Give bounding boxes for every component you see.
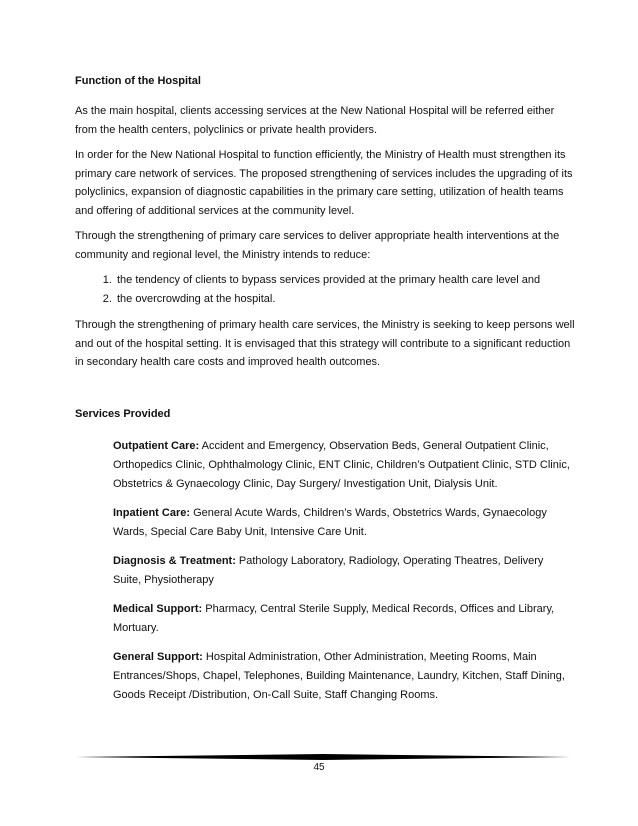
page-number: 45 xyxy=(313,762,325,773)
service-label: Diagnosis & Treatment: xyxy=(113,554,236,567)
service-label: Inpatient Care: xyxy=(113,506,191,519)
service-text: Hospital Administration, Other Administration, Meeting Rooms, Main Entrances/Shops, Chapel, Telephones, Building Maintenance, Laundry, Kitchen, Staff Dining, Goods Receipt /Distribution, On-Call Suite, Staff Changing Rooms. xyxy=(113,650,565,701)
service-text: General Acute Wards, Children’s Wards, Obstetrics Wards, Gynaecology Wards, Special Care Baby Unit, Intensive Care Unit. xyxy=(113,506,547,538)
reduce-list-item: 2. the overcrowding at the hospital. xyxy=(115,290,575,309)
service-general-support xyxy=(113,648,571,705)
function-paragraph-closing: Through the strengthening of primary health care services, the Ministry is seeking to keep persons well and out of the hospital setting. It is envisaged that this strategy will contribute to a significant reduction in secondary health care costs and improved health outcomes. xyxy=(75,319,575,368)
service-label: Outpatient Care: xyxy=(113,439,200,452)
footer-rule xyxy=(75,754,571,760)
service-text: Pharmacy, Central Sterile Supply, Medical Records, Offices and Library, Mortuary. xyxy=(113,602,555,634)
service-text: Pathology Laboratory, Radiology, Operating Theatres, Delivery Suite, Physiotherapy xyxy=(113,554,544,586)
services-heading: Services Provided xyxy=(75,407,171,420)
function-paragraph-intent: Through the strengthening of primary care services to deliver appropriate health interventions at the community and regional level, the Ministry intends to reduce: xyxy=(75,230,560,261)
reduce-list xyxy=(75,271,575,309)
service-inpatient-care xyxy=(113,504,571,542)
function-heading: Function of the Hospital xyxy=(75,75,201,87)
service-label: Medical Support: xyxy=(113,602,203,615)
function-paragraph-referral: As the main hospital, clients accessing services at the New National Hospital will be referred either from the health centers, polyclinics or private health providers. xyxy=(75,105,555,136)
service-diagnosis-treatment xyxy=(113,552,571,590)
page-content xyxy=(75,73,575,715)
service-label: General Support: xyxy=(113,650,203,663)
service-outpatient-care xyxy=(113,437,571,494)
service-medical-support xyxy=(113,600,571,638)
reduce-list-item: 1. the tendency of clients to bypass services provided at the primary health care level and xyxy=(115,271,575,290)
function-paragraph-strengthening: In order for the New National Hospital to function efficiently, the Ministry of Health must strengthen its primary care network of services. The proposed strengthening of services includes the upgrading of its polyclinics, expansion of diagnostic capabilities in the primary care setting, utilization of health teams and offering of additional services at the community level. xyxy=(75,149,573,217)
service-text: Accident and Emergency, Observation Beds, General Outpatient Clinic, Orthopedics Clinic, Ophthalmology Clinic, ENT Clinic, Children’s Outpatient Clinic, STD Clinic, Obstetrics & Gynaecology Clinic, Day Surgery/ Investigation Unit, Dialysis Unit. xyxy=(113,439,570,490)
